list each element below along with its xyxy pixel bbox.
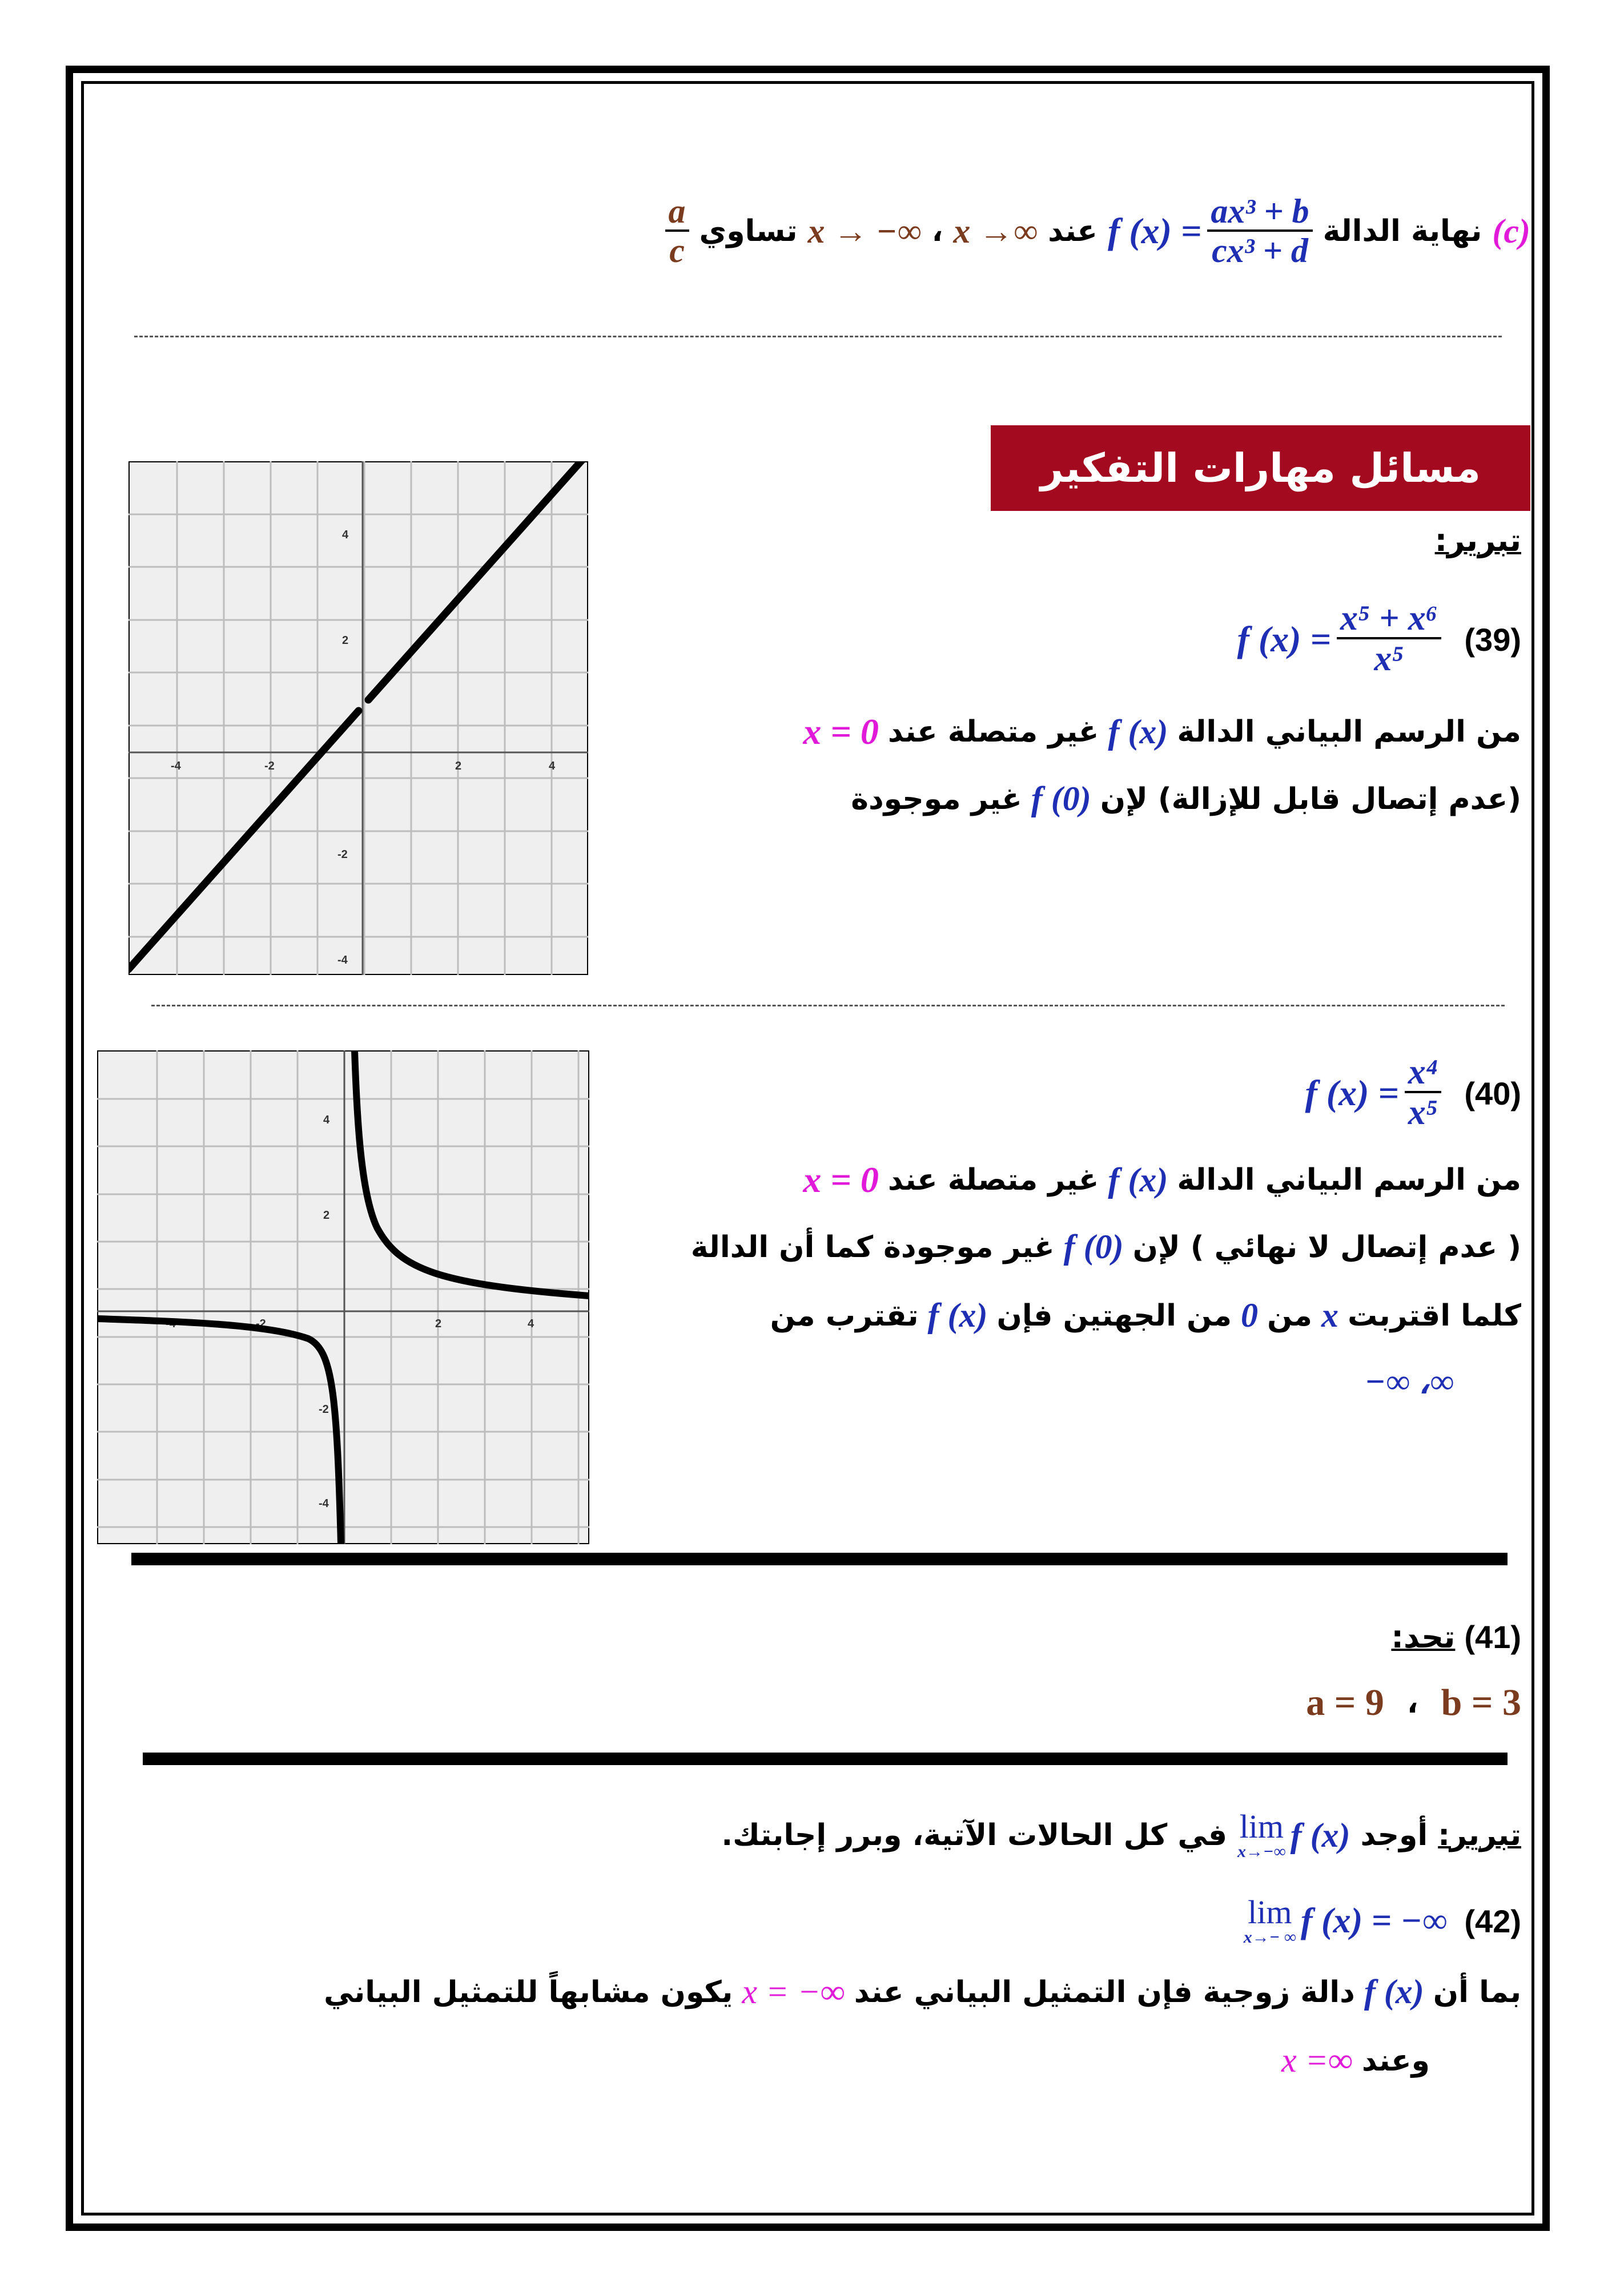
divider-dashed-2 xyxy=(151,1005,1505,1006)
q42-lim: lim xyxy=(1248,1894,1292,1931)
q40-numerator: x⁴ xyxy=(1405,1054,1442,1093)
equals-word: تساوي xyxy=(699,214,798,248)
q42-number: (42) xyxy=(1464,1903,1521,1939)
q42-lim-sub: x→− ∞ xyxy=(1243,1928,1296,1947)
q41-title xyxy=(1391,1618,1521,1655)
item-text: نهاية الدالة xyxy=(1322,214,1482,248)
q41-label: تحد: xyxy=(1391,1619,1456,1655)
g40-tick-x-neg4: -4 xyxy=(166,1318,176,1330)
q41-values xyxy=(1306,1681,1521,1725)
graph-40 xyxy=(97,1050,589,1544)
q42-line1-c: يكون مشابهاً للتمثيل البياني xyxy=(324,1975,733,2009)
ratio-numerator: a xyxy=(665,194,689,232)
q40-line3-f: f (x) xyxy=(927,1296,988,1334)
q39-line1-mid: غير متصلة عند xyxy=(887,715,1099,749)
g40-tick-y-neg2: -2 xyxy=(319,1403,329,1416)
q41-number: (41) xyxy=(1464,1619,1521,1655)
limit-2: x → −∞ xyxy=(807,212,922,250)
q42-line2-x: x =∞ xyxy=(1281,2041,1353,2079)
q42-line2 xyxy=(1281,2041,1430,2080)
justify-line xyxy=(721,1798,1521,1872)
q40-line3-zero: 0 xyxy=(1241,1296,1259,1334)
q42-line1-x: x = −∞ xyxy=(742,1973,845,2011)
g40-tick-x-4: 4 xyxy=(528,1318,534,1330)
g39-tick-y-neg2: -2 xyxy=(337,848,348,861)
justify-label: تبرير: xyxy=(1438,1818,1521,1852)
q39-line2-f: f (0) xyxy=(1031,780,1091,817)
q42-expr: f (x) = −∞ xyxy=(1300,1901,1448,1940)
q39-label: تبرير: xyxy=(1434,522,1521,558)
q41-b: b = 3 xyxy=(1441,1682,1521,1723)
q39-number: (39) xyxy=(1464,621,1521,658)
g39-tick-x-4: 4 xyxy=(549,760,556,772)
divider-thick-2 xyxy=(143,1753,1508,1765)
g40-tick-x-2: 2 xyxy=(435,1318,442,1330)
g40-tick-y-2: 2 xyxy=(323,1209,330,1222)
ratio-denominator: c xyxy=(669,231,685,269)
q40-line1-text: من الرسم البياني الدالة xyxy=(1177,1163,1521,1197)
q39-formula xyxy=(1237,577,1521,702)
q40-line2-b: غير موجودة كما أن الدالة xyxy=(690,1230,1055,1264)
q40-line3-b: من xyxy=(1267,1298,1313,1333)
q39-fx: f (x) = xyxy=(1237,619,1331,659)
g40-tick-y-neg4: -4 xyxy=(319,1497,329,1510)
q40-line3-d: تقترب من xyxy=(770,1298,919,1333)
g39-tick-x-neg2: -2 xyxy=(264,760,275,772)
q40-line1-f: f (x) xyxy=(1108,1161,1168,1199)
q40-line3 xyxy=(770,1296,1521,1335)
denominator: cx³ + d xyxy=(1212,231,1308,269)
g39-tick-y-neg4: -4 xyxy=(337,954,348,966)
q39-line2 xyxy=(851,779,1521,819)
q40-line1-mid: غير متصلة عند xyxy=(887,1163,1099,1197)
q40-line3-x: x xyxy=(1321,1296,1339,1334)
q41-sep: ، xyxy=(1406,1686,1418,1720)
q40-line2 xyxy=(691,1227,1521,1267)
limit-1: x →∞ xyxy=(953,212,1038,250)
item-c xyxy=(371,171,1530,291)
q42-line1-a: بما أن xyxy=(1433,1975,1521,2009)
justify-lim-sub: x→−∞ xyxy=(1237,1842,1286,1861)
q40-fx: f (x) = xyxy=(1305,1073,1399,1113)
q40-denominator: x⁵ xyxy=(1408,1093,1438,1133)
justify-lim: lim xyxy=(1239,1808,1284,1845)
g39-tick-y-2: 2 xyxy=(342,634,349,647)
q39-line2-a: (عدم إتصال قابل للإزالة) لإن xyxy=(1100,782,1521,816)
q40-formula xyxy=(1305,1028,1521,1159)
justify-b: في كل الحالات الآتية، وبرر إجابتك. xyxy=(721,1818,1228,1852)
q39-line1-f: f (x) xyxy=(1108,712,1168,751)
section-banner: مسائل مهارات التفكير العليا xyxy=(991,425,1530,511)
q42-line1-b: دالة زوجية فإن التمثيل البياني عند xyxy=(854,1975,1355,2009)
item-letter: (c) xyxy=(1492,212,1530,250)
q39-denominator: x⁵ xyxy=(1374,639,1404,679)
q40-line4: −∞ ،∞ xyxy=(1365,1363,1454,1400)
numerator: ax³ + b xyxy=(1207,194,1312,232)
q40-number: (40) xyxy=(1464,1075,1521,1111)
q40-fraction xyxy=(1405,1054,1442,1132)
q40-line1-x: x = 0 xyxy=(803,1159,879,1200)
divider-dashed-1 xyxy=(134,336,1502,337)
g40-tick-x-neg2: -2 xyxy=(256,1318,266,1330)
g39-tick-y-4: 4 xyxy=(342,529,349,541)
q39-line1 xyxy=(803,711,1521,753)
q39-line1-text: من الرسم البياني الدالة xyxy=(1177,715,1521,749)
q39-numerator: x⁵ + x⁶ xyxy=(1337,600,1441,639)
g39-tick-x-2: 2 xyxy=(455,760,462,772)
q41-a: a = 9 xyxy=(1306,1682,1384,1723)
q40-line2-f: f (0) xyxy=(1063,1228,1124,1266)
q42-formula xyxy=(1244,1884,1521,1958)
g40-tick-y-4: 4 xyxy=(323,1114,330,1126)
fx-label: f (x) = xyxy=(1107,211,1202,251)
graph-39 xyxy=(128,461,588,975)
justify-a: أوجد xyxy=(1360,1818,1428,1852)
divider-thick-1 xyxy=(131,1553,1508,1565)
separator: ، xyxy=(931,214,943,248)
q42-line1-f: f (x) xyxy=(1364,1973,1424,2011)
q42-line2-a: وعند xyxy=(1361,2043,1430,2078)
q40-line3-c: من الجهتين فإن xyxy=(996,1298,1232,1333)
q40-line1 xyxy=(803,1159,1521,1201)
ratio xyxy=(665,194,689,269)
g39-tick-x-neg4: -4 xyxy=(171,760,181,772)
q39-line2-b: غير موجودة xyxy=(851,782,1022,816)
at-word: عند xyxy=(1048,214,1098,248)
q40-line3-a: كلما اقتربت xyxy=(1348,1298,1521,1333)
q39-line1-x: x = 0 xyxy=(803,711,879,752)
justify-f: f (x) xyxy=(1290,1816,1350,1854)
q40-line2-a: ( عدم إتصال لا نهائي ) لإن xyxy=(1132,1230,1521,1264)
q42-line1 xyxy=(324,1972,1521,2012)
fraction xyxy=(1207,194,1312,269)
q39-fraction xyxy=(1337,600,1441,678)
